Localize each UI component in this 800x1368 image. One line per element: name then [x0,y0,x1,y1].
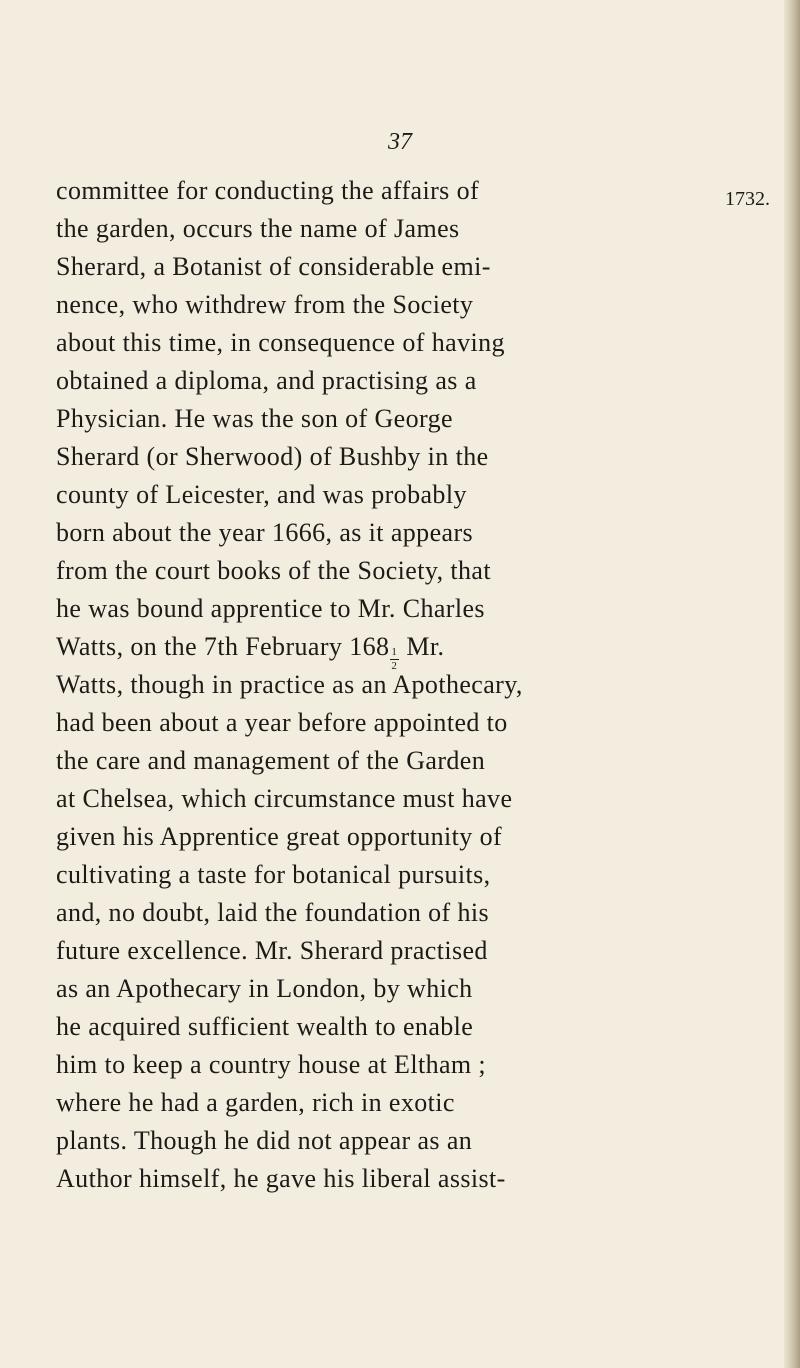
text-line: nence, who withdrew from the Society [56,290,474,319]
text-line: Watts, though in practice as an Apothecary, [56,670,523,699]
text-line: at Chelsea, which circumstance must have [56,784,513,813]
text-line: born about the year 1666, as it appears [56,518,474,547]
text-line-start: Watts, on the 7th February 168 [56,632,390,661]
text-line: from the court books of the Society, that [56,556,491,585]
text-line: the garden, occurs the name of James [56,214,460,243]
page-number: 37 [388,129,412,155]
text-line: as an Apothecary in London, by which [56,974,473,1003]
page-edge [784,0,800,1368]
text-line: Author himself, he gave his liberal assist- [56,1164,506,1193]
text-line: Sherard, a Botanist of considerable emi- [56,252,491,281]
text-line: and, no doubt, laid the foundation of his [56,898,490,927]
text-line: about this time, in consequence of having [56,328,505,357]
fraction-numerator: 1 [391,646,398,658]
text-line: Sherard (or Sherwood) of Bushby in the [56,442,489,471]
text-line: cultivating a taste for botanical pursuits, [56,860,491,889]
text-line: had been about a year before appointed to [56,708,508,737]
text-line: he acquired sufficient wealth to enable [56,1012,474,1041]
text-line: county of Leicester, and was probably [56,480,467,509]
text-line: obtained a diploma, and practising as a [56,366,477,395]
text-line: given his Apprentice great opportunity of [56,822,503,851]
text-line-with-fraction [56,628,445,672]
margin-date: 1732. [725,188,770,210]
text-line: he was bound apprentice to Mr. Charles [56,594,485,623]
text-line: him to keep a country house at Eltham ; [56,1050,487,1079]
text-line: where he had a garden, rich in exotic [56,1088,455,1117]
text-line: the care and management of the Garden [56,746,486,775]
text-line: committee for conducting the affairs of [56,176,480,205]
fraction-denominator: 2 [391,660,398,672]
text-line: plants. Though he did not appear as an [56,1126,473,1155]
text-line-end: Mr. [406,632,445,661]
text-line: future excellence. Mr. Sherard practised [56,936,488,965]
text-line: Physician. He was the son of George [56,404,453,433]
